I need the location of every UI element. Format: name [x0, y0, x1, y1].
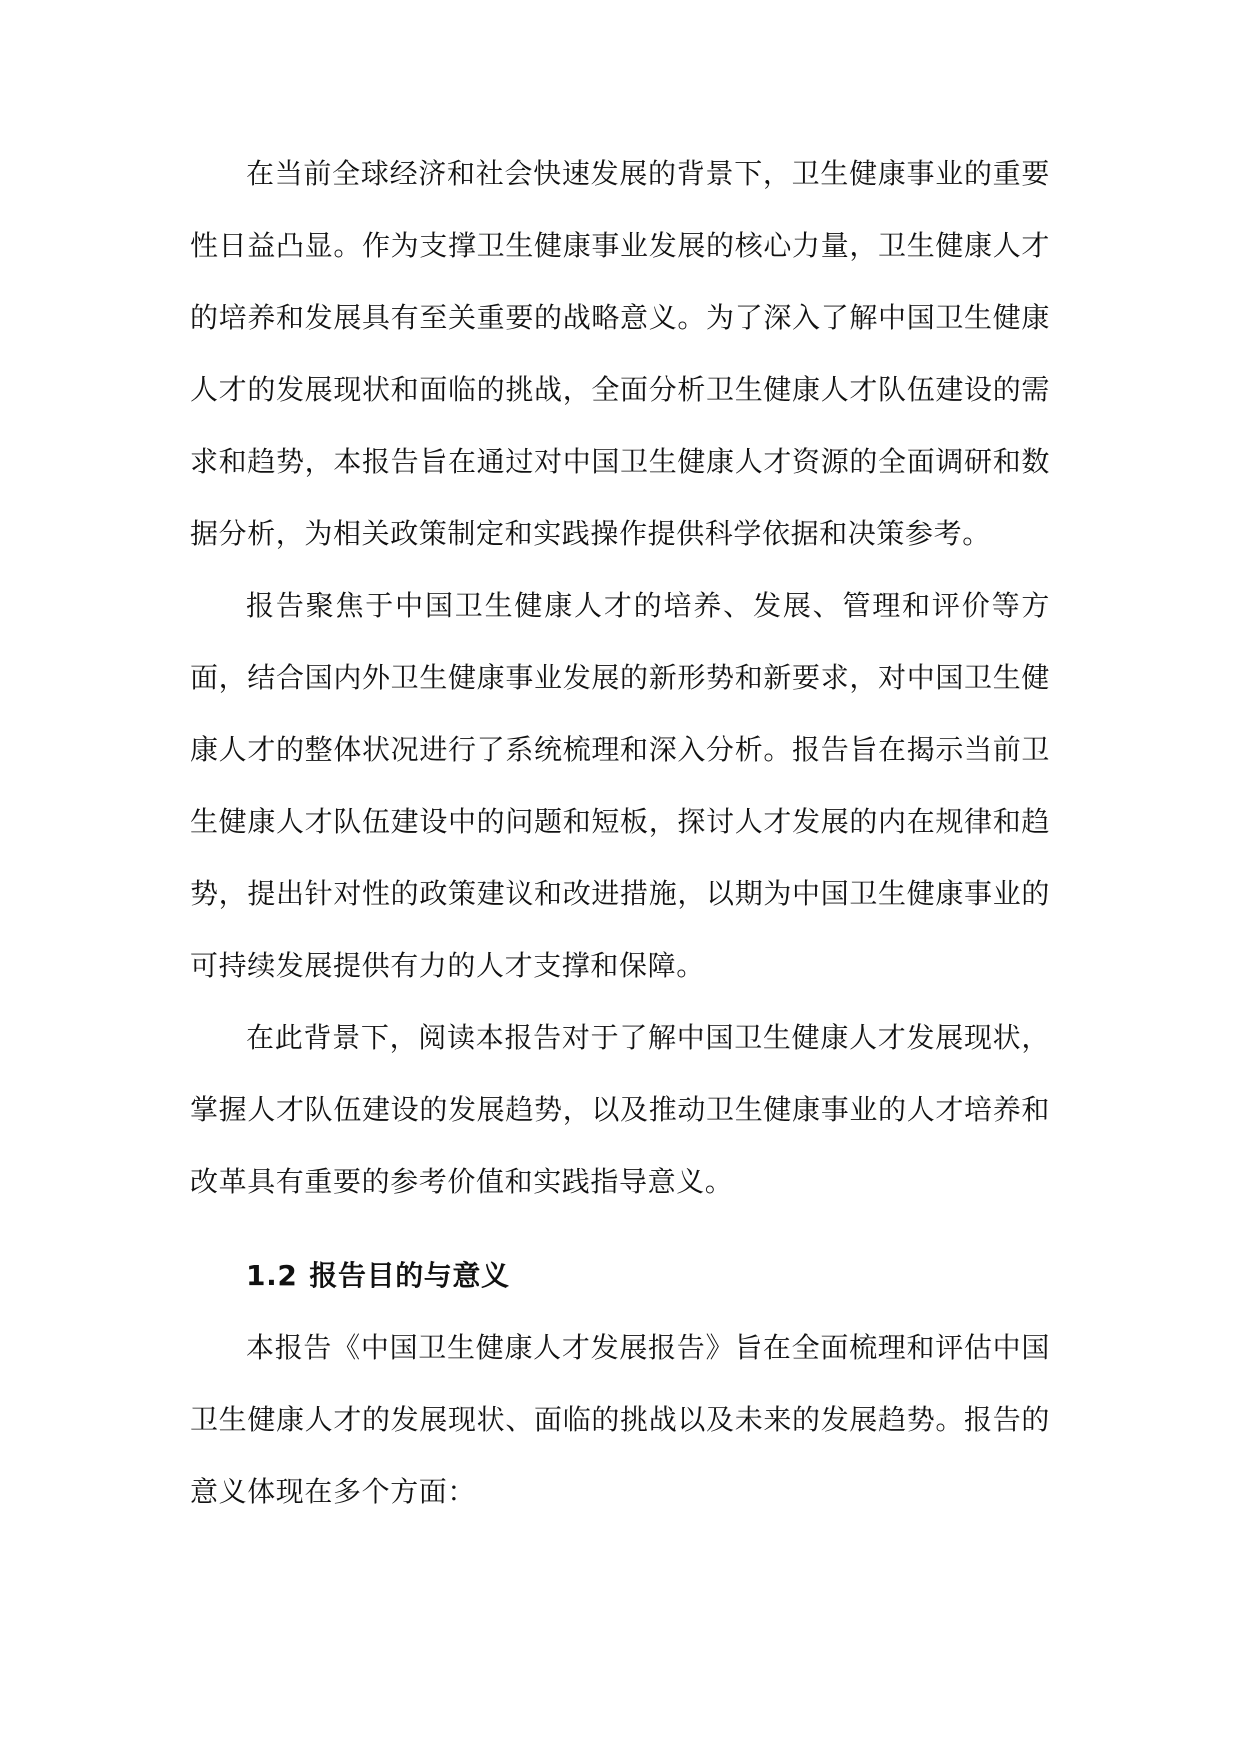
paragraph-significance: 在此背景下，阅读本报告对于了解中国卫生健康人才发展现状，掌握人才队伍建设的发展趋势，以及推动卫生健康事业的人才培养和改革具有重要的参考价值和实践指导意义。 — [190, 1021, 1050, 1198]
paragraph-purpose: 本报告《中国卫生健康人才发展报告》旨在全面梳理和评估中国卫生健康人才的发展现状、面临的挑战以及未来的发展趋势。报告的意义体现在多个方面： — [190, 1331, 1050, 1508]
paragraph-focus: 报告聚焦于中国卫生健康人才的培养、发展、管理和评价等方面，结合国内外卫生健康事业发展的新形势和新要求，对中国卫生健康人才的整体状况进行了系统梳理和深入分析。报告旨在揭示当前卫生健康人才队伍建设中的问题和短板，探讨人才发展的内在规律和趋势，提出针对性的政策建议和改进措施，以期为中国卫生健康事业的可持续发展提供有力的人才支撑和保障。 — [190, 589, 1050, 982]
paragraph-background: 在当前全球经济和社会快速发展的背景下，卫生健康事业的重要性日益凸显。作为支撑卫生健康事业发展的核心力量，卫生健康人才的培养和发展具有至关重要的战略意义。为了深入了解中国卫生健康人才的发展现状和面临的挑战，全面分析卫生健康人才队伍建设的需求和趋势，本报告旨在通过对中国卫生健康人才资源的全面调研和数据分析，为相关政策制定和实践操作提供科学依据和决策参考。 — [190, 157, 1050, 550]
section-heading — [190, 1240, 1050, 1312]
document-body — [190, 138, 1050, 1528]
section-number: 1.2 — [246, 1259, 298, 1292]
section-title: 报告目的与意义 — [309, 1259, 510, 1292]
